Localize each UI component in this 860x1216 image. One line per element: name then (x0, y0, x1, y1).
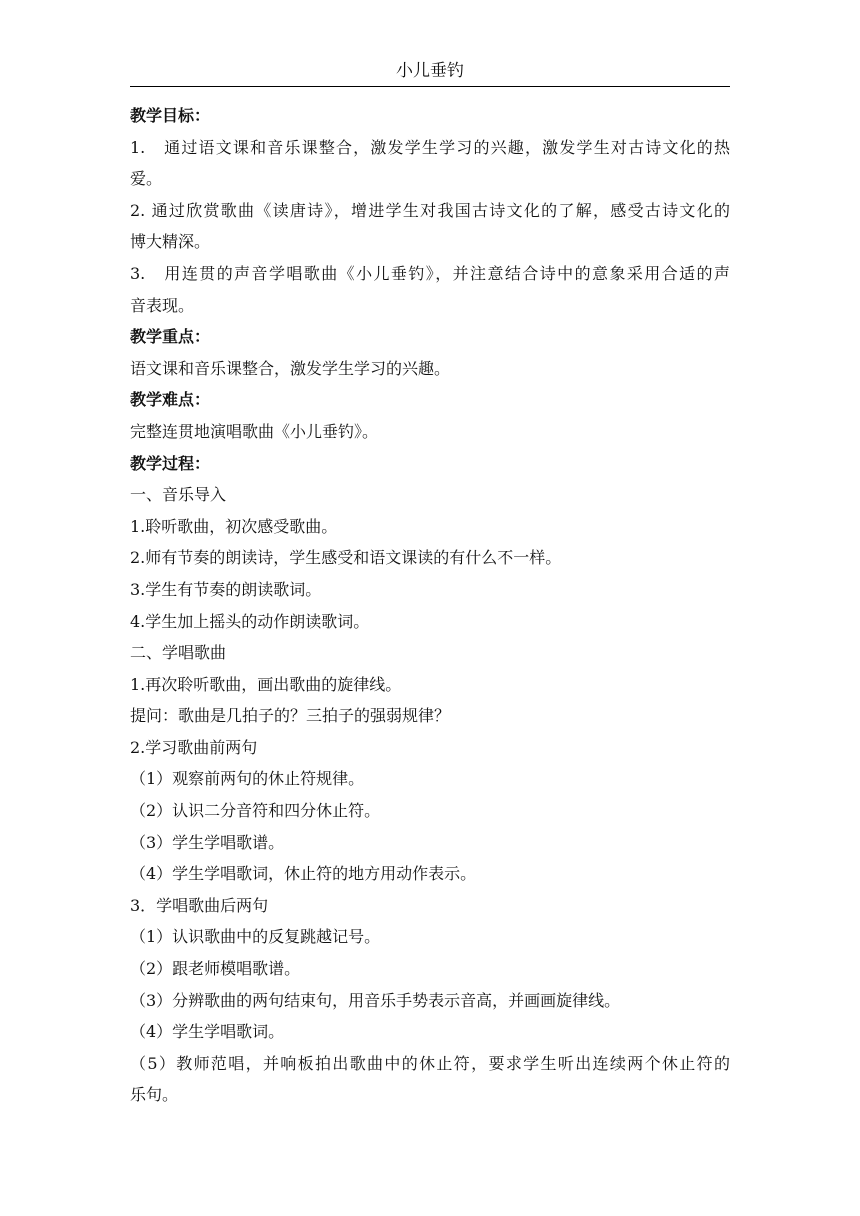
part2-question: 提问：歌曲是几拍子的？三拍子的强弱规律？ (130, 706, 451, 726)
part2-step3-item5-line2: 乐句。 (130, 1085, 179, 1105)
part1-step: 4.学生加上摇头的动作朗读歌词。 (130, 611, 370, 631)
objective-1-line1 (130, 132, 730, 164)
objective-1-text: 通过语文课和音乐课整合，激发学生学习的兴趣，激发学生对古诗文化的热 (163, 137, 730, 157)
document-body (130, 100, 730, 1111)
part2-step2-item: （4）学生学唱歌词，休止符的地方用动作表示。 (130, 864, 477, 884)
part2-step3-item: （2）跟老师模唱歌谱。 (130, 959, 301, 979)
part2-step1: 1.再次聆听歌曲，画出歌曲的旋律线。 (130, 674, 402, 694)
objective-1-number: 1. (130, 137, 146, 157)
part2-step3-item: （3）分辨歌曲的两句结束句，用音乐手势表示音高，并画画旋律线。 (130, 990, 621, 1010)
part2-step3-item5-line1: （5）教师范唱，并响板拍出歌曲中的休止符，要求学生听出连续两个休止符的 (130, 1053, 730, 1073)
part2-step2-item: （2）认识二分音符和四分休止符。 (130, 801, 381, 821)
objective-1-line2: 爱。 (130, 169, 163, 189)
page-header (130, 56, 730, 87)
objective-2-line2: 博大精深。 (130, 232, 211, 252)
objective-3-line2: 音表现。 (130, 295, 195, 315)
part2-step3-title: 3．学唱歌曲后两句 (130, 895, 269, 915)
part2-step2-item: （3）学生学唱歌谱。 (130, 832, 285, 852)
objective-3-line1 (130, 258, 730, 290)
process-heading: 教学过程： (130, 453, 211, 473)
page-title: 小儿垂钓 (396, 61, 464, 81)
objective-3-text: 用连贯的声音学唱歌曲《小儿垂钓》，并注意结合诗中的意象采用合适的声 (163, 263, 730, 283)
part2-step2-title: 2.学习歌曲前两句 (130, 737, 258, 757)
key-points-heading: 教学重点： (130, 327, 211, 347)
part2-step3-item: （1）认识歌曲中的反复跳越记号。 (130, 927, 381, 947)
part1-step: 1.聆听歌曲，初次感受歌曲。 (130, 516, 338, 536)
part1-step: 3.学生有节奏的朗读歌词。 (130, 579, 322, 599)
objective-3-number: 3. (130, 263, 146, 283)
objective-2-line1: 2. 通过欣赏歌曲《读唐诗》，增进学生对我国古诗文化的了解，感受古诗文化的 (130, 200, 730, 220)
part1-step: 2.师有节奏的朗读诗，学生感受和语文课读的有什么不一样。 (130, 548, 562, 568)
part2-step2-item: （1）观察前两句的休止符规律。 (130, 769, 365, 789)
part1-title: 一、音乐导入 (130, 485, 227, 505)
objectives-heading: 教学目标： (130, 106, 211, 125)
difficulties-text: 完整连贯地演唱歌曲《小儿垂钓》。 (130, 421, 379, 441)
key-points-text: 语文课和音乐课整合，激发学生学习的兴趣。 (130, 358, 451, 378)
part2-title: 二、学唱歌曲 (130, 643, 227, 663)
part2-step3-item: （4）学生学唱歌词。 (130, 1022, 285, 1042)
difficulties-heading: 教学难点： (130, 390, 211, 410)
